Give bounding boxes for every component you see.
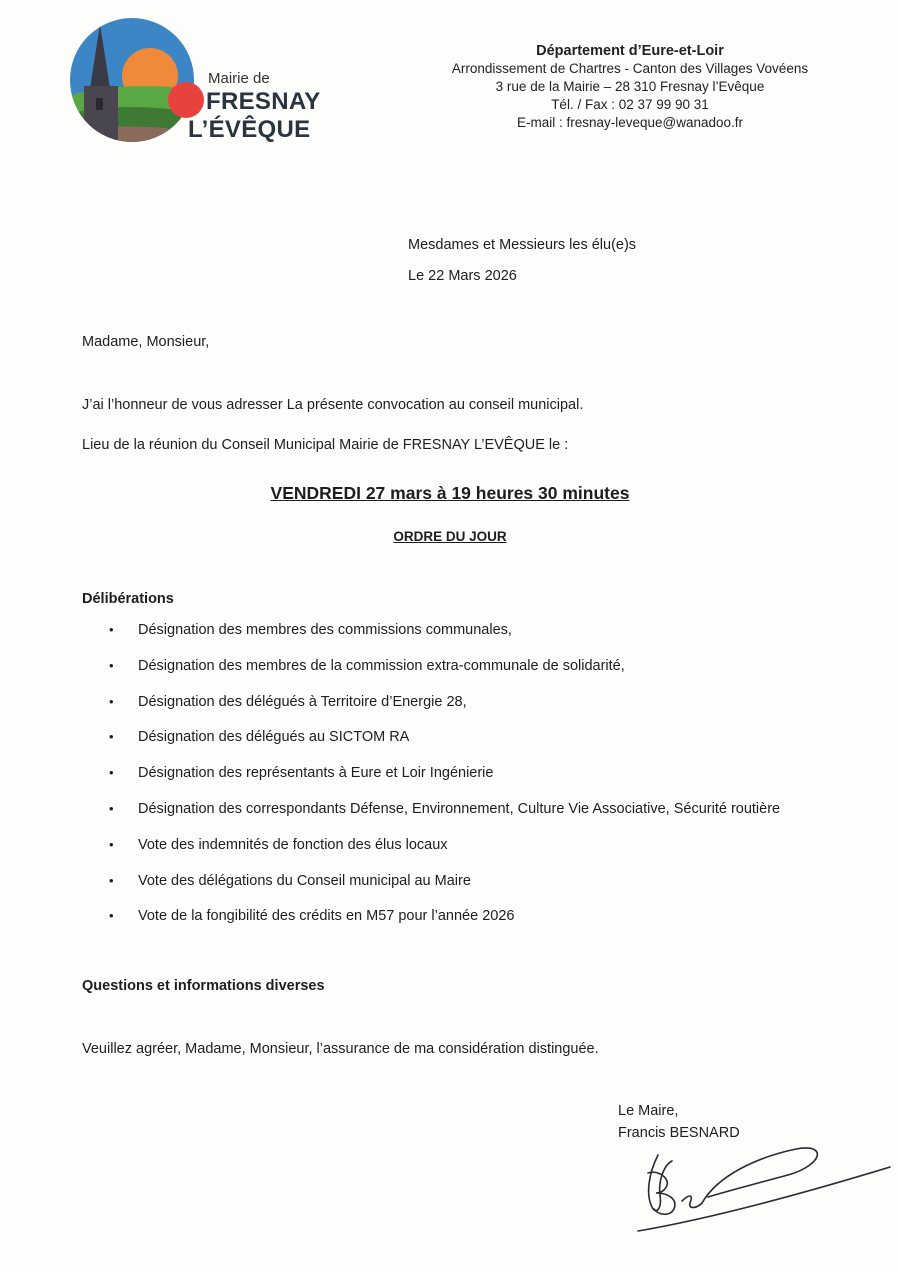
questions-heading: Questions et informations diverses [82, 978, 325, 994]
logo-text-fresnay: FRESNAY [206, 88, 321, 115]
district: Arrondissement de Chartres - Canton des Villages Vovéens [451, 61, 809, 76]
closing-formula: Veuillez agréer, Madame, Monsieur, l’assurance de ma considération distinguée. [82, 1041, 599, 1057]
agenda-title: ORDRE DU JOUR [393, 529, 507, 544]
list-item: • Désignation des membres de la commission extra-communale de solidarité, [82, 648, 780, 684]
letterhead-address [400, 42, 860, 132]
list-item: • Désignation des correspondants Défense, Environnement, Culture Vie Associative, Sécurité routière [82, 791, 780, 827]
department: Département d’Eure-et-Loir [536, 43, 724, 59]
signature-icon [628, 1135, 898, 1245]
meeting-place: Lieu de la réunion du Conseil Municipal Mairie de FRESNAY L’EVÊQUE le : [82, 437, 569, 453]
intro-paragraph: J’ai l’honneur de vous adresser La présente convocation au conseil municipal. [82, 397, 584, 413]
signer-name: Francis BESNARD [618, 1125, 740, 1141]
agenda-list [82, 612, 780, 934]
recipient: Mesdames et Messieurs les élu(e)s [408, 237, 637, 253]
signer-title: Le Maire, [618, 1103, 679, 1119]
meeting-datetime: VENDREDI 27 mars à 19 heures 30 minutes [270, 483, 630, 503]
list-item: • Désignation des délégués à Territoire d’Energie 28, [82, 684, 780, 720]
list-item: • Désignation des membres des commissions communales, [82, 612, 780, 648]
list-item: • Vote des indemnités de fonction des élus locaux [82, 827, 780, 863]
letter-date: Le 22 Mars 2026 [408, 268, 517, 284]
list-item: • Désignation des représentants à Eure et Loir Ingénierie [82, 755, 780, 791]
email: E-mail : fresnay-leveque@wanadoo.fr [516, 115, 744, 130]
logo-text-leveque: L’ÉVÊQUE [188, 116, 311, 143]
address: 3 rue de la Mairie – 28 310 Fresnay l’Evêque [495, 79, 765, 94]
deliberations-heading: Délibérations [82, 591, 174, 607]
phone: Tél. / Fax : 02 37 99 90 31 [551, 97, 709, 112]
logo-red-sun-icon [166, 80, 206, 120]
municipality-logo [68, 18, 328, 148]
list-item: • Vote des délégations du Conseil municipal au Maire [82, 863, 780, 899]
salutation: Madame, Monsieur, [82, 334, 210, 350]
list-item: • Désignation des délégués au SICTOM RA [82, 719, 780, 755]
logo-text-mairie: Mairie de [208, 70, 270, 87]
list-item: • Vote de la fongibilité des crédits en M57 pour l’année 2026 [82, 898, 780, 934]
